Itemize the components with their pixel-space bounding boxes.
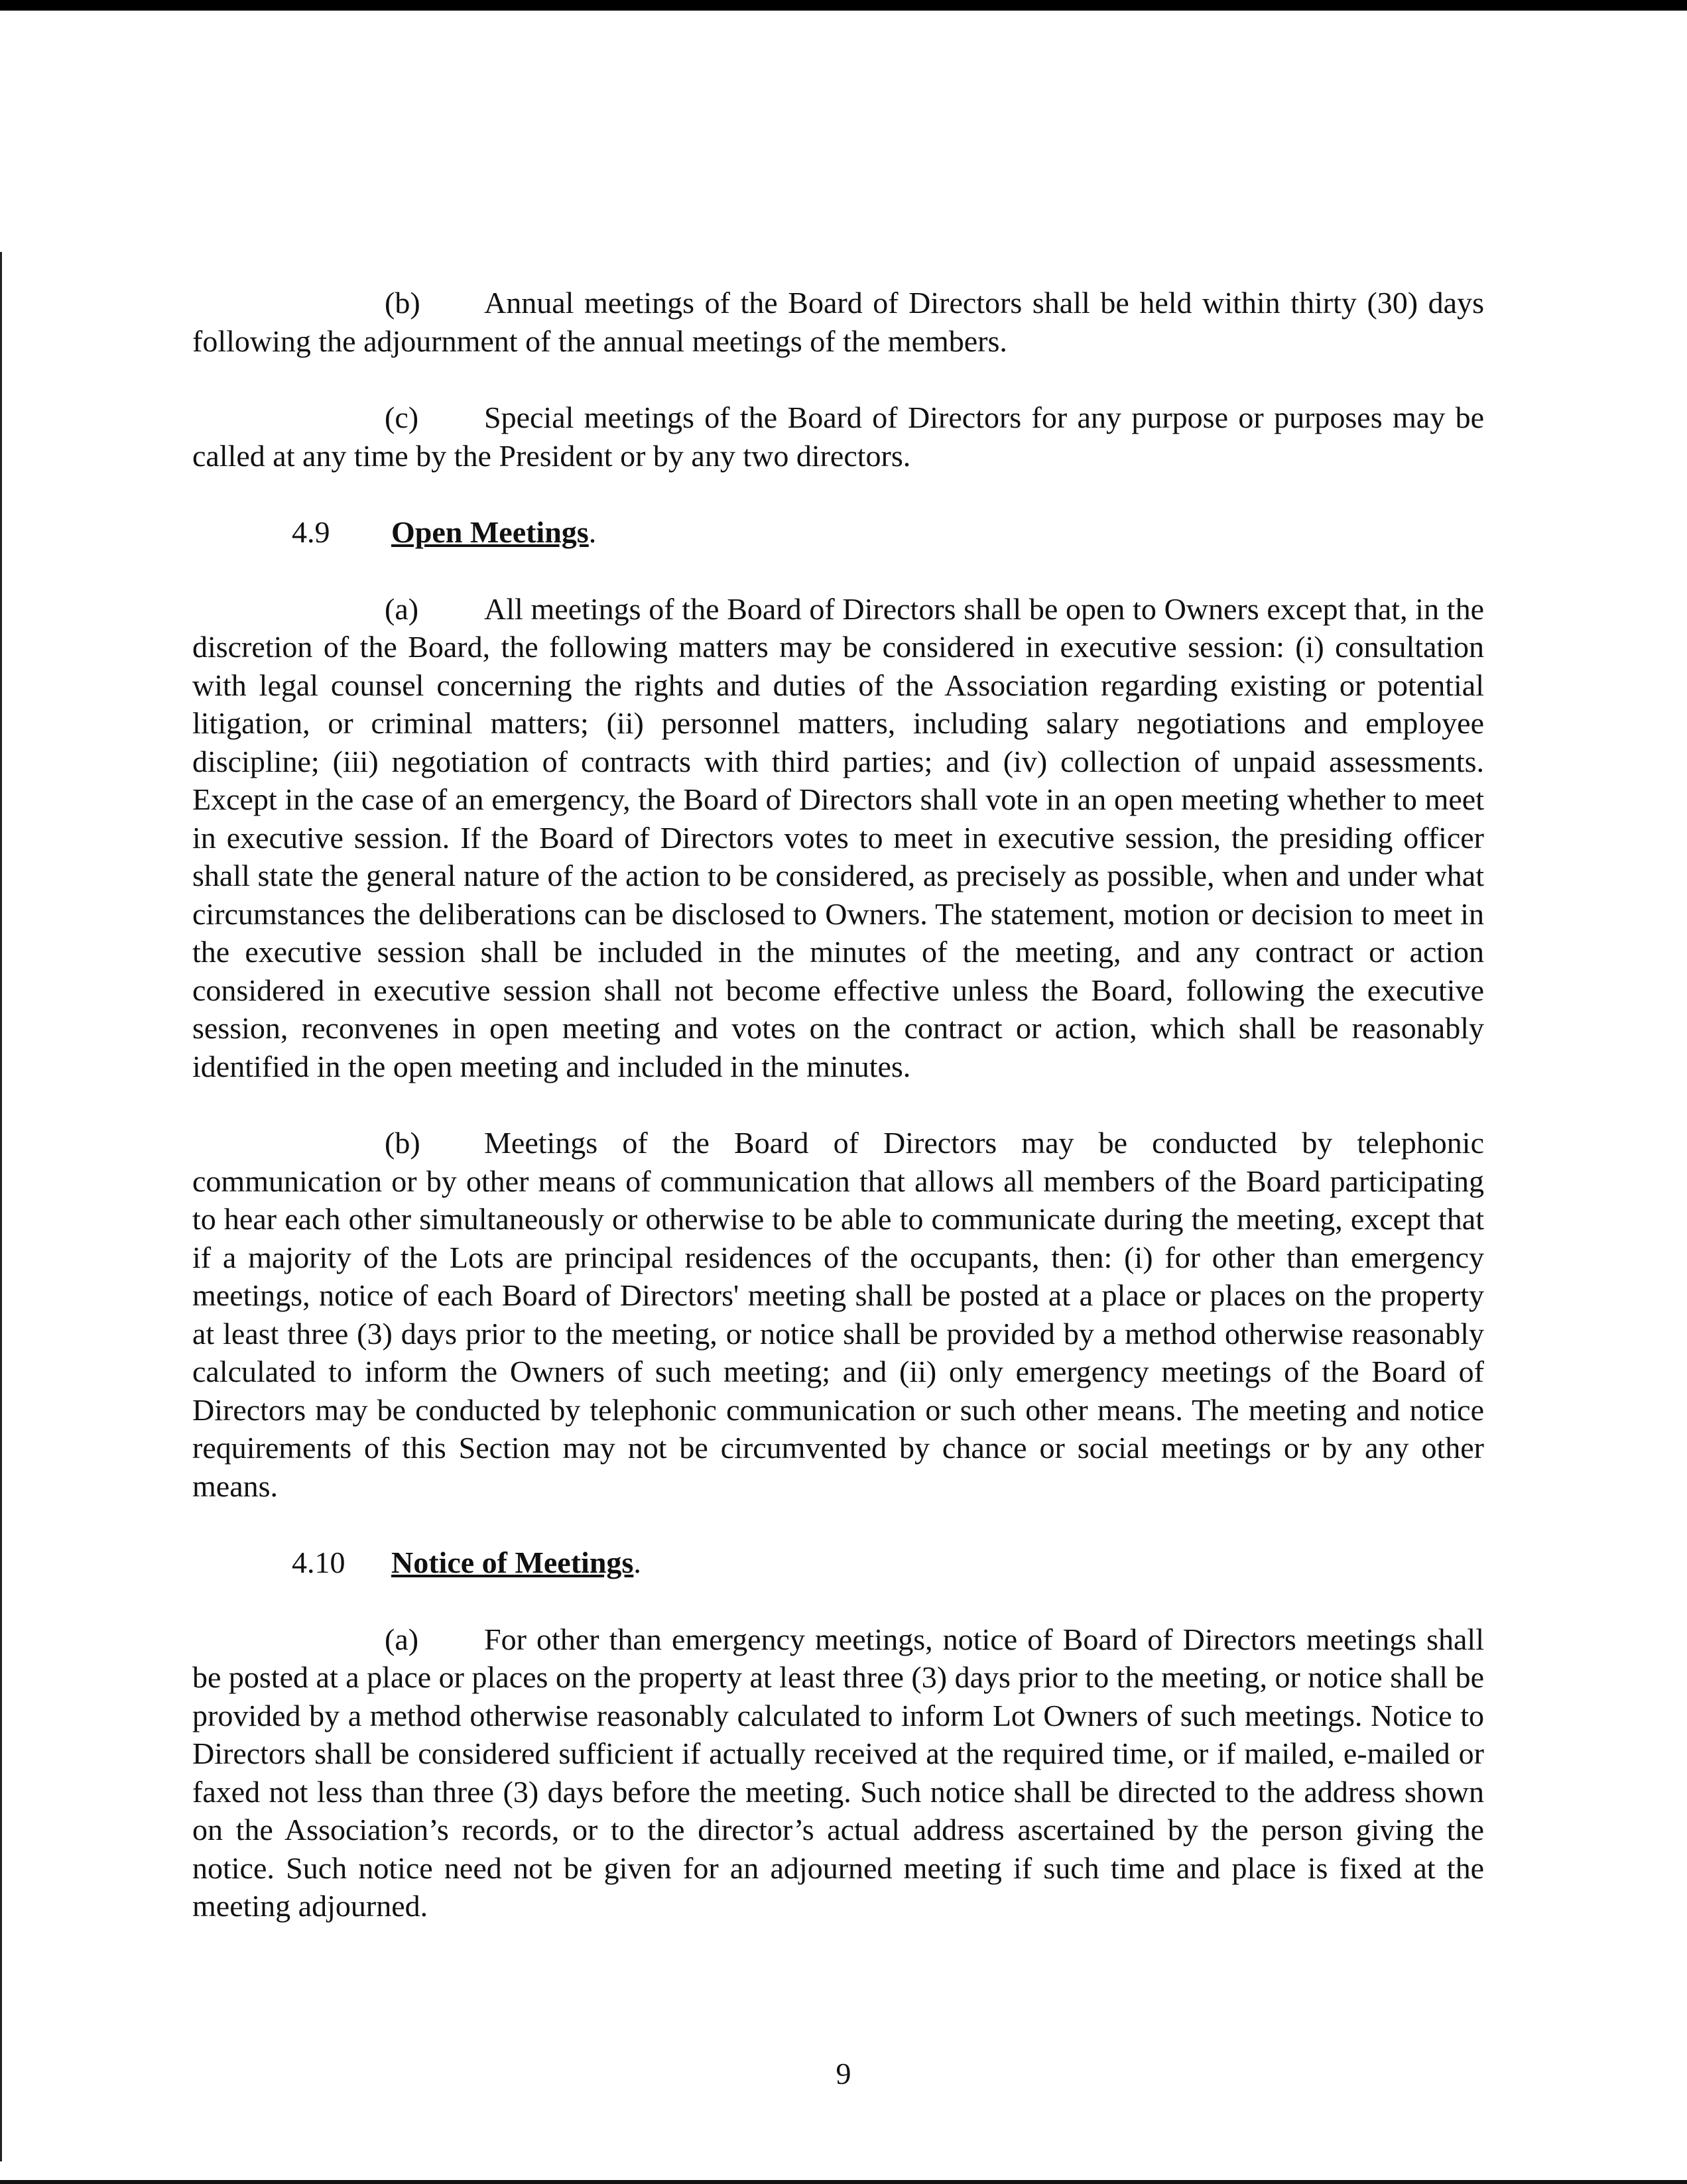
- paragraph-text: Annual meetings of the Board of Directors shall be held within thirty (30) days following the adjournment of the annual meetings of the members.: [192, 286, 1484, 358]
- paragraph-text: For other than emergency meetings, notice of Board of Directors meetings shall be posted at a place or places on the property at least three (3) days prior to the meeting, or notice shall be provided by a method otherwise reasonably calculated to inform Lot Owners of such meetings. Notice to Directors shall be considered sufficient if actually received at the required time, or if mailed, e-mailed or faxed not less than three (3) days before the meeting. Such notice shall be directed to the address shown on the Association’s records, or to the director’s actual address ascertained by the person giving the notice. Such notice need not be given for an adjourned meeting if such time and place is fixed at the meeting adjourned.: [192, 1622, 1484, 1923]
- paragraph-label: (b): [385, 286, 420, 320]
- section-heading-4-9: [192, 513, 1484, 552]
- paragraph-label: (a): [385, 591, 419, 626]
- section-heading-4-10: [192, 1544, 1484, 1582]
- paragraph-text: Meetings of the Board of Directors may be conducted by telephonic communication or by other means of communication that allows all members of the Board participating to hear each other simultaneously or otherwise to be able to communicate during the meeting, except that if a majority of the Lots are principal residences of the occupants, then: (i) for other than emergency meetings, notice of each Board of Directors' meeting shall be posted at a place or places on the property at least three (3) days prior to the meeting, or notice shall be provided by a method otherwise reasonably calculated to inform the Owners of such meeting; and (ii) only emergency meetings of the Board of Directors may be conducted by telephonic communication or such other means. The meeting and notice requirements of this Section may not be circumvented by chance or social meetings or by any other means.: [192, 1126, 1484, 1503]
- paragraph-text: Special meetings of the Board of Directors for any purpose or purposes may be called at any time by the President or by any two directors.: [192, 400, 1484, 473]
- scan-top-border: [0, 0, 1687, 11]
- section-title: Open Meetings: [391, 515, 589, 549]
- page-number: 9: [836, 2057, 851, 2091]
- section-title-suffix: .: [588, 515, 597, 549]
- paragraph-text: All meetings of the Board of Directors shall be open to Owners except that, in the discretion of the Board, the following matters may be considered in executive session: (i) consultation with legal counsel concerning the rights and duties of the Association regarding existing or potential litigation, or criminal matters; (ii) personnel matters, including salary negotiations and employee discipline; (iii) negotiation of contracts with third parties; and (iv) collection of unpaid assessments. Except in the case of an emergency, the Board of Directors shall vote in an open meeting whether to meet in executive session. If the Board of Directors votes to meet in executive session, the presiding officer shall state the general nature of the action to be considered, as precisely as possible, when and under what circumstances the deliberations can be disclosed to Owners. The statement, motion or decision to meet in the executive session shall be included in the minutes of the meeting, and any contract or action considered in executive session shall not become effective unless the Board, following the executive session, reconvenes in open meeting and votes on the contract or action, which shall be reasonably identified in the open meeting and included in the minutes.: [192, 591, 1484, 1083]
- paragraph-4-9-a: [192, 590, 1484, 1086]
- paragraph-label: (a): [385, 1622, 419, 1656]
- section-title-suffix: .: [633, 1546, 641, 1579]
- section-title: Notice of Meetings: [391, 1546, 634, 1579]
- paragraph-label: (c): [385, 400, 419, 434]
- paragraph-4-9-b: [192, 1124, 1484, 1505]
- paragraph-label: (b): [385, 1126, 420, 1160]
- paragraph-4-8-b: [192, 284, 1484, 360]
- paragraph-4-8-c: [192, 398, 1484, 475]
- paragraph-4-10-a: [192, 1620, 1484, 1925]
- scan-left-edge: [0, 252, 2, 2161]
- section-number: 4.9: [292, 515, 330, 549]
- document-body: [192, 284, 1484, 1964]
- section-number: 4.10: [292, 1546, 345, 1579]
- scan-bottom-edge: [0, 2180, 1687, 2184]
